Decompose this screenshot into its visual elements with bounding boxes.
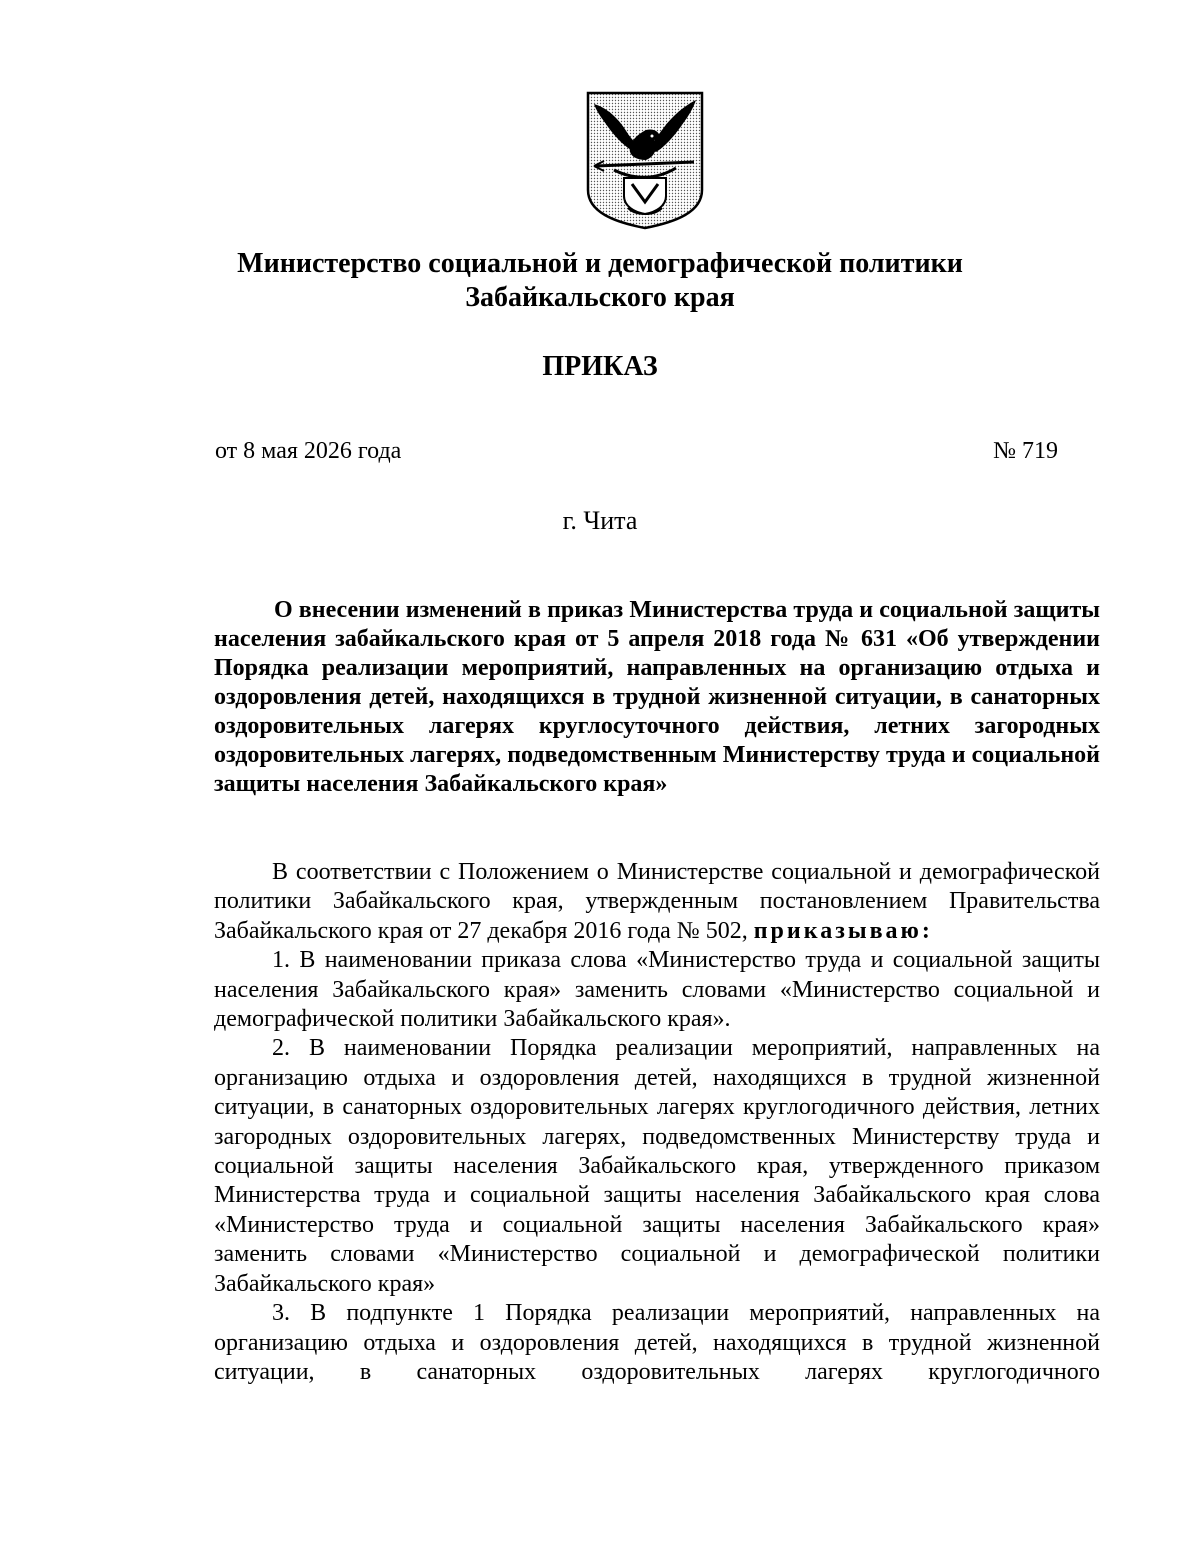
order-subject-text: О внесении изменений в приказ Министерства труда и социальной защиты населения забайкальского края от 5 апреля 2018 года № 631 «Об утверждении Порядка реализации мероприятий, направленных на организацию отдыха и оздоровления детей, находящихся в трудной жизненной ситуации, в санаторных оздоровительных лагерях круглосуточного действия, летних загородных оздоровительных лагерях, подведомственным Министерству труда и социальной защиты населения Забайкальского края» <box>214 597 1100 797</box>
intro-emphasis: приказываю: <box>753 917 933 944</box>
ministry-name-line1: Министерство социальной и демографической политики <box>237 248 963 279</box>
intro-text: В соответствии с Положением о Министерстве социальной и демографической политики Забайкальского края, утвержденным постановлением Правительства Забайкальского края от 27 декабря 2016 года № 502, <box>214 859 1100 944</box>
city-name: г. Чита <box>562 506 638 535</box>
item-2-paragraph: 2. В наименовании Порядка реализации мероприятий, направленных на организацию отдыха и оздоровления детей, находящихся в трудной жизненной ситуации, в санаторных оздоровительных лагерях круглогодичного действия, летних загородных оздоровительных лагерях, подведомственных Министерству труда и социальной защиты населения Забайкальского края, утвержденного приказом Министерства труда и социальной защиты населения Забайкальского края слова «Министерство труда и социальной защиты населения Забайкальского края» заменить словами «Министерство социальной и демографической политики Забайкальского края» <box>214 1035 1100 1297</box>
coat-of-arms-eagle-icon <box>584 90 706 230</box>
order-body <box>214 858 1100 1387</box>
order-subject <box>214 596 1100 799</box>
intro-paragraph <box>214 858 1100 946</box>
item-1-paragraph: 1. В наименовании приказа слова «Министерство труда и социальной защиты населения Забайкальского края» заменить словами «Министерство социальной и демографической политики Забайкальского края». <box>214 947 1100 1033</box>
ministry-name-line2: Забайкальского края <box>465 282 735 313</box>
document-type-title: ПРИКАЗ <box>542 351 658 382</box>
order-number: № 719 <box>993 438 1058 464</box>
ministry-name <box>200 247 1000 315</box>
item-3-paragraph: 3. В подпункте 1 Порядка реализации мероприятий, направленных на организацию отдыха и оздоровления детей, находящихся в трудной жизненной ситуации, в санаторных оздоровительных лагерях круглогодичного <box>214 1300 1100 1385</box>
order-date: от 8 мая 2026 года <box>215 438 402 464</box>
